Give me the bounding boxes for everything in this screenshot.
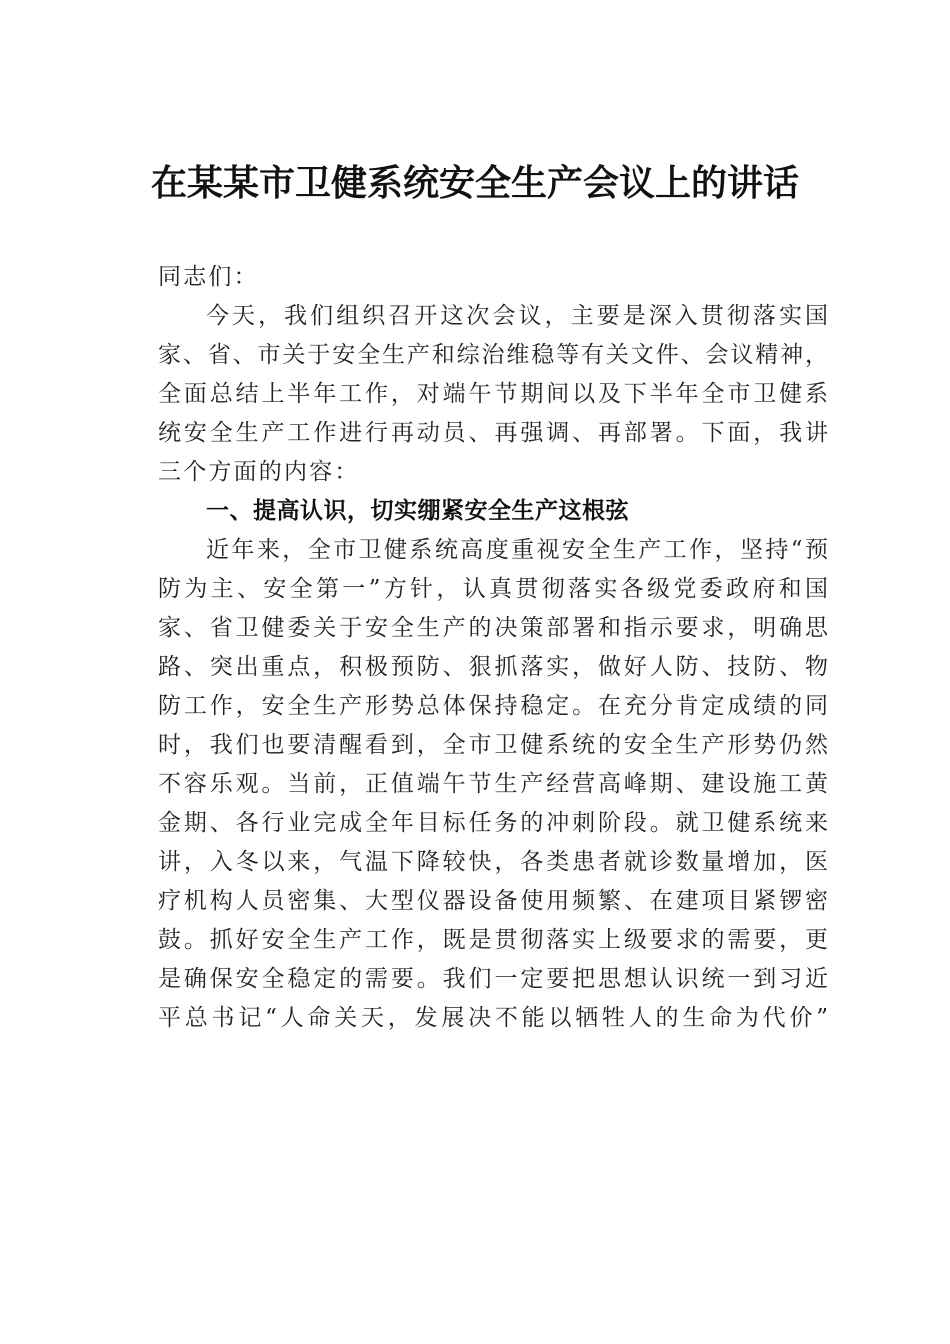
document-title: 在某某市卫健系统安全生产会议上的讲话 (150, 162, 799, 204)
salutation: 同志们： (158, 264, 259, 290)
paragraph-line: 防工作，安全生产形势总体保持稳定。在充分肯定成绩的同 (158, 693, 828, 719)
document-body (158, 258, 828, 1038)
paragraph-line: 防为主、安全第一”方针，认真贯彻落实各级党委政府和国 (158, 576, 828, 602)
paragraph-line: 鼓。抓好安全生产工作，既是贯彻落实上级要求的需要，更 (158, 927, 828, 953)
paragraph-section1 (158, 531, 828, 1038)
paragraph-line: 疗机构人员密集、大型仪器设备使用频繁、在建项目紧锣密 (158, 888, 828, 914)
paragraph-line: 是确保安全稳定的需要。我们一定要把思想认识统一到习近 (158, 966, 828, 992)
paragraph-line: 讲，入冬以来，气温下降较快，各类患者就诊数量增加，医 (158, 849, 828, 875)
paragraph-line: 平总书记“人命关天，发展决不能以牺牲人的生命为代价” (158, 1005, 828, 1031)
paragraph-line: 时，我们也要清醒看到，全市卫健系统的安全生产形势仍然 (158, 732, 828, 758)
paragraph-line: 家、省卫健委关于安全生产的决策部署和指示要求，明确思 (158, 615, 828, 641)
paragraph-line: 路、突出重点，积极预防、狠抓落实，做好人防、技防、物 (158, 654, 828, 680)
paragraph-line: 统安全生产工作进行再动员、再强调、再部署。下面，我讲 (158, 420, 828, 446)
paragraph-line: 今天，我们组织召开这次会议，主要是深入贯彻落实国 (206, 303, 828, 329)
paragraph-intro (158, 297, 828, 492)
paragraph-line: 三个方面的内容： (158, 459, 360, 485)
paragraph-line: 金期、各行业完成全年目标任务的冲刺阶段。就卫健系统来 (158, 810, 828, 836)
section-heading: 一、提高认识，切实绷紧安全生产这根弦 (206, 498, 629, 524)
paragraph-line: 不容乐观。当前，正值端午节生产经营高峰期、建设施工黄 (158, 771, 828, 797)
paragraph-line: 全面总结上半年工作，对端午节期间以及下半年全市卫健系 (158, 381, 828, 407)
paragraph-line: 家、省、市关于安全生产和综治维稳等有关文件、会议精神， (158, 342, 828, 368)
paragraph-line: 近年来，全市卫健系统高度重视安全生产工作，坚持“预 (206, 537, 828, 563)
